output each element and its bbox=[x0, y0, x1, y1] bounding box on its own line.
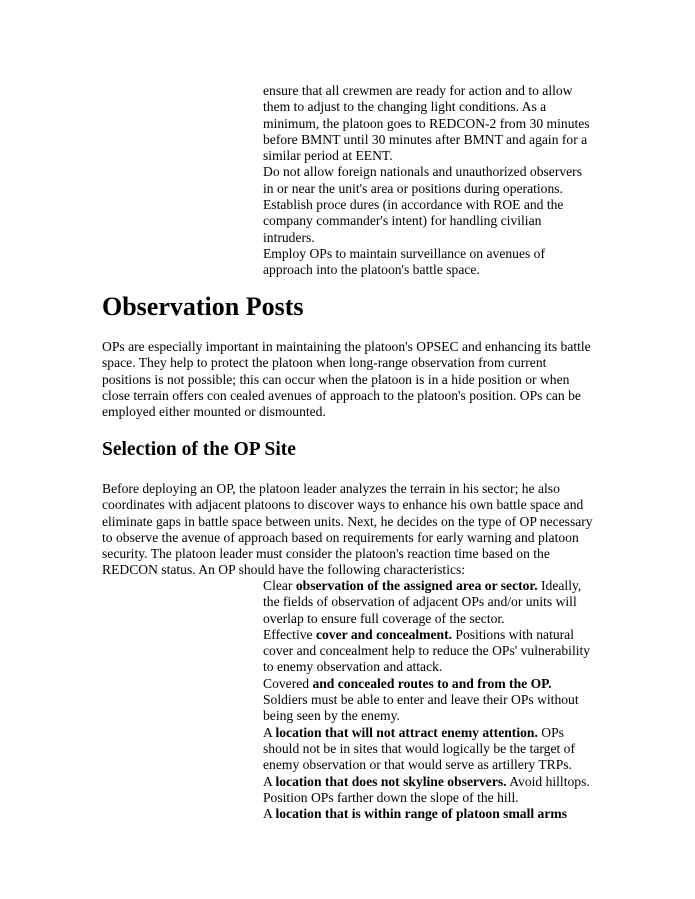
security-measures-list bbox=[263, 83, 595, 279]
selection-paragraph: Before deploying an OP, the platoon leader analyzes the terrain in his sector; he also coordinates with adjacent platoons to discover ways to enhance his own battle space and eliminate gaps in battle space between units. Next, he decides on the type of OP necessary to observe the avenue of approach based on requirements for early warning and platoon security. The platoon leader must consider the platoon's reaction time based on the REDCON status. An OP should have the following characteristics: bbox=[102, 481, 593, 578]
section-heading-observation-posts: Observation Posts bbox=[102, 292, 304, 321]
item-emphasis: location that is within range of platoon small arms bbox=[275, 806, 567, 822]
item-lead: A bbox=[263, 806, 276, 822]
item-lead: Clear bbox=[263, 578, 296, 593]
item-emphasis: and concealed routes to and from the OP. bbox=[312, 675, 552, 691]
item-lead: Effective bbox=[263, 626, 316, 642]
list-item: Do not allow foreign nationals and unauthorized observers in or near the unit's area or positions during operations. bbox=[263, 164, 582, 196]
item-lead: A bbox=[263, 773, 276, 789]
list-item bbox=[263, 578, 595, 627]
item-lead: A bbox=[263, 724, 276, 740]
item-lead: Covered bbox=[263, 675, 313, 691]
item-emphasis: cover and concealment. bbox=[315, 626, 453, 642]
list-item: ensure that all crewmen are ready for action and to allow them to adjust to the changing light conditions. As a minimum, the platoon goes to REDCON-2 from 30 minutes before BMNT until 30 minutes after BMNT and again for a similar period at EENT. bbox=[263, 83, 590, 164]
characteristics-list bbox=[263, 578, 595, 822]
list-item bbox=[263, 676, 595, 725]
intro-paragraph: OPs are especially important in maintaining the platoon's OPSEC and enhancing its battle space. They help to protect the platoon when long-range observation from current positions is not possible; this can occur when the platoon is in a hide position or when close terrain offers con cealed avenues of approach to the platoon's position. OPs can be employed either mounted or dismounted. bbox=[102, 339, 591, 420]
subsection-heading-op-site: Selection of the OP Site bbox=[102, 439, 296, 460]
item-emphasis: location that will not attract enemy attention. bbox=[275, 724, 538, 740]
list-item: Employ OPs to maintain surveillance on avenues of approach into the platoon's battle space. bbox=[263, 245, 546, 278]
item-emphasis: observation of the assigned area or sector. bbox=[295, 578, 538, 593]
item-emphasis: location that does not skyline observers. bbox=[275, 773, 507, 789]
list-item: Establish proce dures (in accordance with ROE and the company commander's intent) for handling civilian intruders. bbox=[263, 197, 564, 245]
list-item bbox=[263, 725, 595, 774]
item-rest: Avoid hilltops. Position OPs farther down the slope of the hill. bbox=[263, 773, 590, 805]
item-rest: Positions with natural cover and concealment help to reduce the OPs' vulnerability to enemy observation and attack. bbox=[263, 626, 591, 675]
item-rest: Soldiers must be able to enter and leave their OPs without being seen by the enemy. bbox=[263, 692, 579, 724]
list-item bbox=[263, 806, 595, 822]
list-item bbox=[263, 774, 595, 807]
item-rest: Ideally, the fields of observation of adjacent OPs and/or units will overlap to ensure full coverage of the sector. bbox=[263, 578, 582, 626]
list-item bbox=[263, 627, 595, 676]
item-rest: OPs should not be in sites that would logically be the target of enemy observation or that would serve as artillery TRPs. bbox=[263, 724, 575, 773]
